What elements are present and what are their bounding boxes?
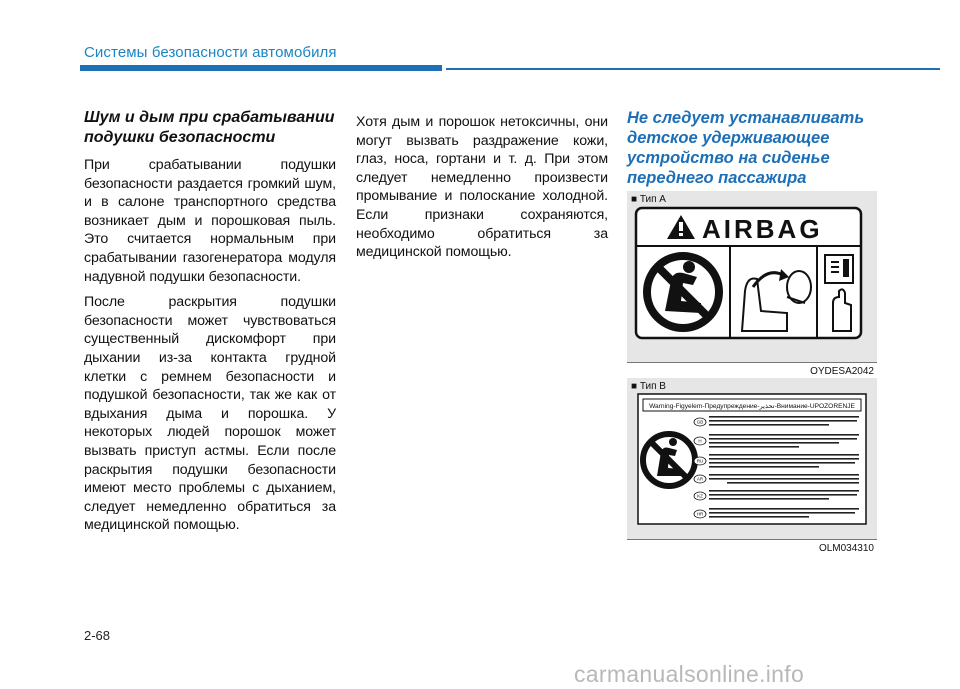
airbag-warning-sign	[627, 191, 877, 363]
lang-code-h: H	[698, 438, 702, 444]
figure-b-label: ■ Тип B	[631, 381, 666, 392]
watermark: carmanualsonline.info	[574, 661, 805, 687]
no-child-seat-icon	[647, 256, 719, 328]
lang-code-gb: GB	[696, 419, 704, 425]
airbag-sign-text: AIRBAG	[702, 214, 823, 244]
figure-a-code: OYDESA2042	[810, 366, 874, 377]
lang-code-ar: AR	[696, 476, 704, 482]
lang-code-kz: KZ	[697, 493, 703, 499]
figure-a-label: ■ Тип A	[631, 194, 666, 205]
figure-airbag-label-type-a	[627, 191, 877, 377]
header-divider-thin	[446, 68, 940, 70]
warning-label-title: Warning-Figyelem-Предупреждение-تحذير-Внимание-UPOZORENJE	[649, 403, 855, 410]
lang-code-hr: HR	[696, 511, 704, 517]
lang-code-ru: RU	[696, 458, 704, 464]
header-divider-thick	[80, 65, 442, 71]
paragraph-2: После раскрытия подушки безопасности может чувствоваться существенный дискомфорт при дыхании из-за контакта грудной клетки с ремнем безопасности и подушкой безопасности, так же как от вдыхания дыма и порошка. У некоторых людей порошок может вызвать приступ астмы. Если после раскрытия подушки безопасности имеют место проблемы с дыханием, следует немедленно обратиться за медицинской помощью.	[84, 294, 336, 534]
section-heading-child-seat: Не следует устанавливать детское удерживающее устройство на сиденье переднего пассажира	[627, 109, 865, 187]
column-2	[356, 113, 608, 269]
section-heading-smoke: Шум и дым при срабатывании подушки безопасности	[84, 109, 335, 146]
paragraph-continuation: Хотя дым и порошок нетоксичны, они могут вызвать раздражение кожи, глаз, носа, гортани и т. д. При этом следует немедленно произвести промывание и полоскание холодной. Если признаки сохраняются, необходимо обратиться за медицинской помощью.	[356, 114, 608, 261]
page-number: 2-68	[84, 628, 111, 643]
no-child-seat-icon-b	[643, 434, 695, 486]
page-header-title: Системы безопасности автомобиля	[84, 44, 337, 61]
column-1	[84, 108, 336, 542]
column-3	[627, 108, 879, 196]
figure-airbag-label-type-b	[627, 378, 877, 554]
multilingual-warning-label	[627, 378, 877, 540]
figure-b-code: OLM034310	[818, 543, 874, 554]
paragraph-1: При срабатывании подушки безопасности раздается громкий шум, и в салоне транспортного средства возникает дым и порошковая пыль. Это считается нормальным при срабатывании газогенератора модуля надувной подушки безопасности.	[84, 157, 336, 285]
